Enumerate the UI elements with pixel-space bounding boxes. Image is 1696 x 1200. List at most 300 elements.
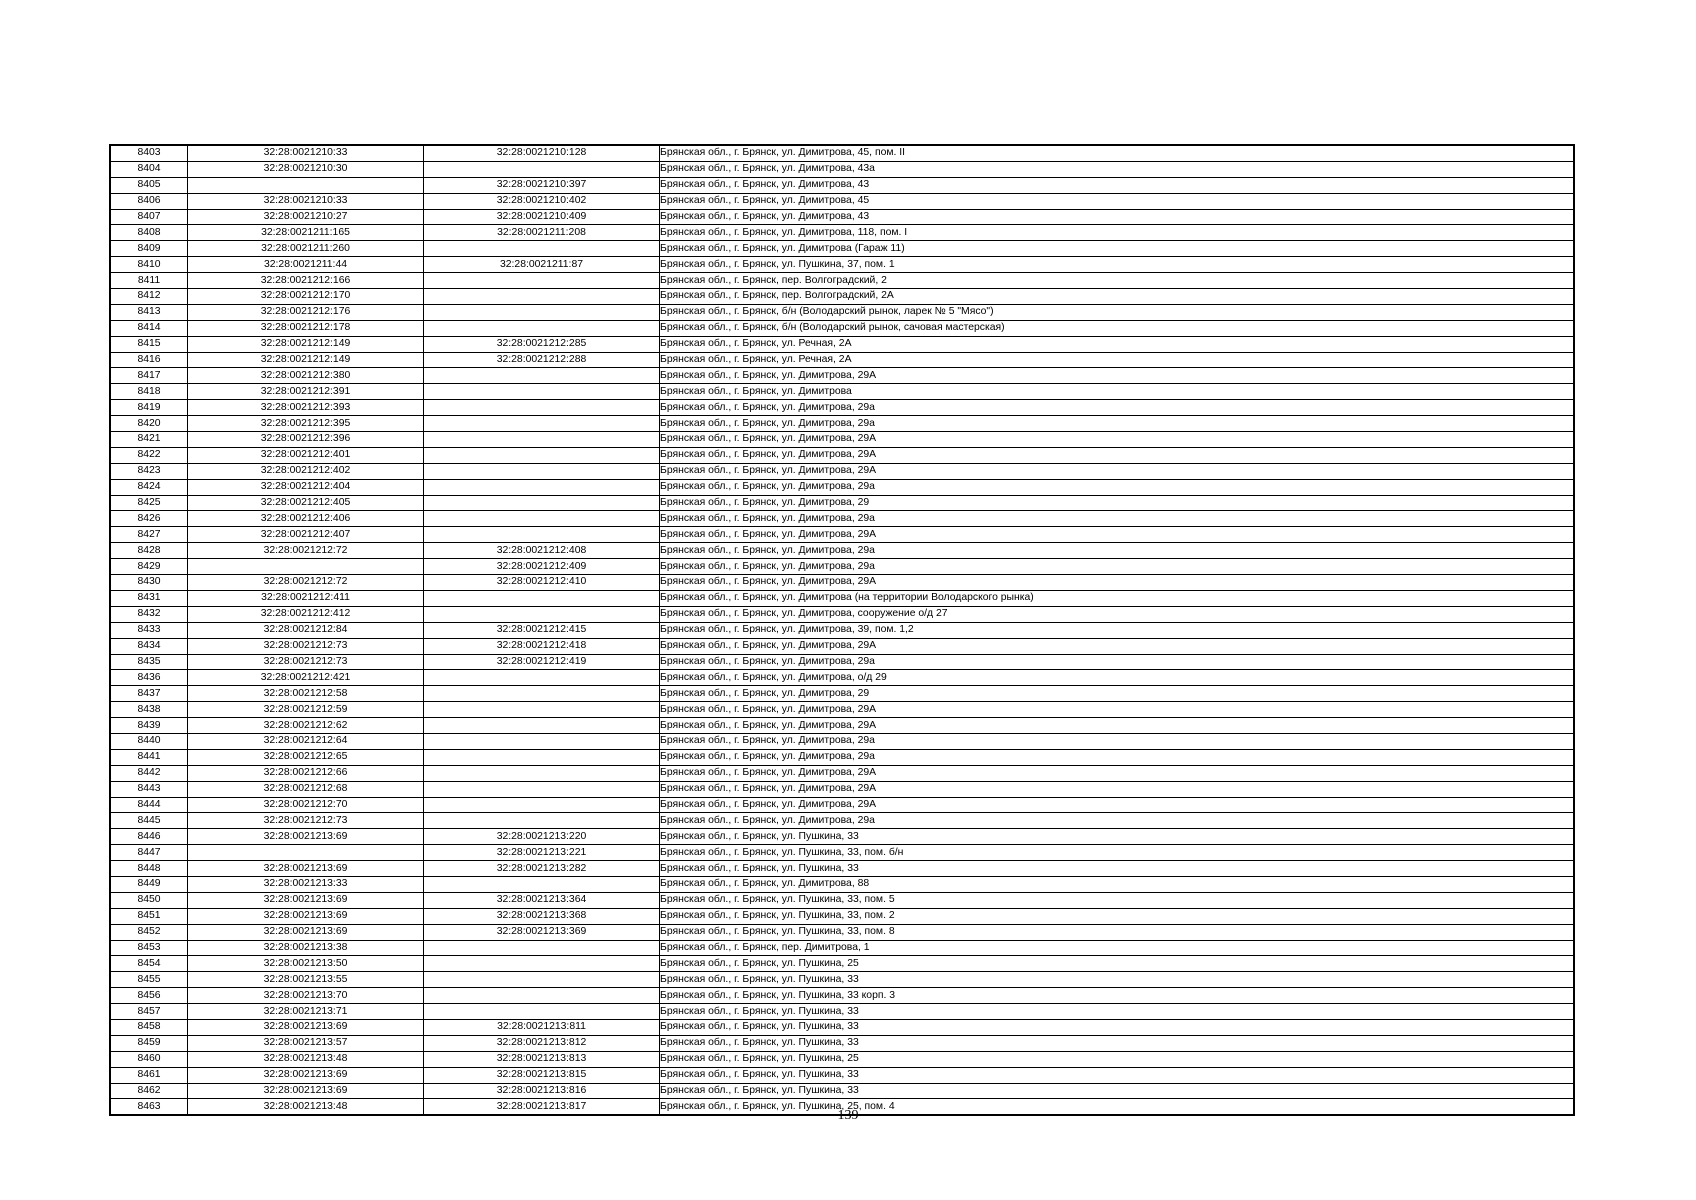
- address-cell: Брянская обл., г. Брянск, ул. Димитрова (на территории Володарского рынка): [660, 590, 1574, 606]
- building-cadastral-number-cell: [424, 495, 660, 511]
- address-cell: Брянская обл., г. Брянск, пер. Волгоградский, 2: [660, 273, 1574, 289]
- building-cadastral-number-cell: [424, 527, 660, 543]
- address-cell: Брянская обл., г. Брянск, ул. Димитрова, 29а: [660, 559, 1574, 575]
- building-cadastral-number-cell: [424, 368, 660, 384]
- row-number-cell: 8435: [111, 654, 188, 670]
- building-cadastral-number-cell: [424, 956, 660, 972]
- address-cell: Брянская обл., г. Брянск, ул. Димитрова, о/д 29: [660, 670, 1574, 686]
- building-cadastral-number-cell: 32:28:0021213:368: [424, 908, 660, 924]
- building-cadastral-number-cell: 32:28:0021213:815: [424, 1067, 660, 1083]
- table-row: [111, 495, 1573, 511]
- table-row: [111, 289, 1573, 305]
- address-cell: Брянская обл., г. Брянск, ул. Димитрова, 29а: [660, 400, 1574, 416]
- address-cell: Брянская обл., г. Брянск, ул. Пушкина, 25, пом. 4: [660, 1100, 895, 1112]
- address-cell: Брянская обл., г. Брянск, ул. Димитрова, 29А: [660, 527, 1574, 543]
- building-cadastral-number-cell: 32:28:0021211:87: [424, 257, 660, 273]
- row-number-cell: 8410: [111, 257, 188, 273]
- row-number-cell: 8419: [111, 400, 188, 416]
- row-number-cell: 8436: [111, 670, 188, 686]
- building-cadastral-number-cell: 32:28:0021212:408: [424, 543, 660, 559]
- address-cell: Брянская обл., г. Брянск, ул. Димитрова, 29А: [660, 575, 1574, 591]
- land-cadastral-number-cell: 32:28:0021212:65: [188, 749, 424, 765]
- address-cell: Брянская обл., г. Брянск, ул. Пушкина, 25: [660, 956, 1574, 972]
- building-cadastral-number-cell: [424, 765, 660, 781]
- address-cell: Брянская обл., г. Брянск, ул. Пушкина, 33: [660, 1019, 1574, 1035]
- address-cell: Брянская обл., г. Брянск, ул. Димитрова, 43: [660, 209, 1574, 225]
- building-cadastral-number-cell: [424, 876, 660, 892]
- address-cell: Брянская обл., г. Брянск, пер. Димитрова, 1: [660, 940, 1574, 956]
- address-cell: Брянская обл., г. Брянск, ул. Димитрова, 29а: [660, 654, 1574, 670]
- table-row: [111, 416, 1573, 432]
- row-number-cell: 8448: [111, 861, 188, 877]
- building-cadastral-number-cell: 32:28:0021212:409: [424, 559, 660, 575]
- row-number-cell: 8440: [111, 733, 188, 749]
- land-cadastral-number-cell: 32:28:0021213:33: [188, 876, 424, 892]
- row-number-cell: 8424: [111, 479, 188, 495]
- building-cadastral-number-cell: 32:28:0021213:369: [424, 924, 660, 940]
- building-cadastral-number-cell: [424, 749, 660, 765]
- table-row: [111, 606, 1573, 622]
- table-row: [111, 368, 1573, 384]
- table-row: [111, 1051, 1573, 1067]
- building-cadastral-number-cell: [424, 289, 660, 305]
- address-cell: Брянская обл., г. Брянск, ул. Пушкина, 33, пом. б/н: [660, 845, 1574, 861]
- address-cell: Брянская обл., г. Брянск, ул. Пушкина, 33: [660, 972, 1574, 988]
- row-number-cell: 8427: [111, 527, 188, 543]
- land-cadastral-number-cell: 32:28:0021212:72: [188, 543, 424, 559]
- row-number-cell: 8420: [111, 416, 188, 432]
- land-cadastral-number-cell: 32:28:0021212:72: [188, 575, 424, 591]
- land-cadastral-number-cell: 32:28:0021213:50: [188, 956, 424, 972]
- building-cadastral-number-cell: [424, 606, 660, 622]
- row-number-cell: 8444: [111, 797, 188, 813]
- land-cadastral-number-cell: 32:28:0021213:38: [188, 940, 424, 956]
- address-cell: Брянская обл., г. Брянск, ул. Пушкина, 33: [660, 1035, 1574, 1051]
- land-cadastral-number-cell: 32:28:0021212:166: [188, 273, 424, 289]
- table-row: [111, 273, 1573, 289]
- building-cadastral-number-cell: [424, 797, 660, 813]
- table-row: [111, 225, 1573, 241]
- land-cadastral-number-cell: [188, 559, 424, 575]
- land-cadastral-number-cell: 32:28:0021213:69: [188, 924, 424, 940]
- table-row: [111, 972, 1573, 988]
- land-cadastral-number-cell: 32:28:0021210:33: [188, 193, 424, 209]
- table-row: [111, 670, 1573, 686]
- land-cadastral-number-cell: 32:28:0021210:33: [188, 146, 424, 161]
- building-cadastral-number-cell: [424, 432, 660, 448]
- row-number-cell: 8432: [111, 606, 188, 622]
- land-cadastral-number-cell: 32:28:0021212:391: [188, 384, 424, 400]
- land-cadastral-number-cell: 32:28:0021212:170: [188, 289, 424, 305]
- table-row: [111, 479, 1573, 495]
- table-row: [111, 924, 1573, 940]
- building-cadastral-number-cell: 32:28:0021213:817: [424, 1099, 660, 1114]
- land-cadastral-number-cell: 32:28:0021211:165: [188, 225, 424, 241]
- row-number-cell: 8409: [111, 241, 188, 257]
- row-number-cell: 8408: [111, 225, 188, 241]
- register-rows: [111, 146, 1573, 1114]
- address-cell: Брянская обл., г. Брянск, ул. Димитрова, 29А: [660, 797, 1574, 813]
- building-cadastral-number-cell: 32:28:0021211:208: [424, 225, 660, 241]
- address-cell: Брянская обл., г. Брянск, ул. Димитрова (Гараж 11): [660, 241, 1574, 257]
- land-cadastral-number-cell: 32:28:0021212:64: [188, 733, 424, 749]
- row-number-cell: 8428: [111, 543, 188, 559]
- table-row: [111, 1004, 1573, 1020]
- page-number: 139: [837, 1108, 859, 1123]
- address-cell: Брянская обл., г. Брянск, ул. Пушкина, 33: [660, 1083, 1574, 1099]
- land-cadastral-number-cell: 32:28:0021211:44: [188, 257, 424, 273]
- building-cadastral-number-cell: [424, 400, 660, 416]
- land-cadastral-number-cell: 32:28:0021213:69: [188, 861, 424, 877]
- address-cell: Брянская обл., г. Брянск, ул. Димитрова, 29а: [660, 479, 1574, 495]
- table-row: [111, 575, 1573, 591]
- land-cadastral-number-cell: 32:28:0021210:27: [188, 209, 424, 225]
- address-cell: Брянская обл., г. Брянск, ул. Димитрова, 29А: [660, 765, 1574, 781]
- address-cell: Брянская обл., г. Брянск, ул. Димитрова, 29А: [660, 368, 1574, 384]
- table-row: [111, 447, 1573, 463]
- address-cell: Брянская обл., г. Брянск, ул. Димитрова, 29а: [660, 416, 1574, 432]
- table-row: [111, 1067, 1573, 1083]
- address-cell: Брянская обл., г. Брянск, ул. Пушкина, 33, пом. 5: [660, 892, 1574, 908]
- table-row: [111, 161, 1573, 177]
- row-number-cell: 8426: [111, 511, 188, 527]
- building-cadastral-number-cell: 32:28:0021212:415: [424, 622, 660, 638]
- building-cadastral-number-cell: 32:28:0021210:409: [424, 209, 660, 225]
- row-number-cell: 8433: [111, 622, 188, 638]
- land-cadastral-number-cell: 32:28:0021213:69: [188, 908, 424, 924]
- building-cadastral-number-cell: 32:28:0021210:397: [424, 177, 660, 193]
- land-cadastral-number-cell: 32:28:0021212:421: [188, 670, 424, 686]
- table-row: [111, 718, 1573, 734]
- address-cell: Брянская обл., г. Брянск, ул. Димитрова, 29А: [660, 432, 1574, 448]
- address-cell: Брянская обл., г. Брянск, ул. Пушкина, 33: [660, 829, 1574, 845]
- row-number-cell: 8446: [111, 829, 188, 845]
- land-cadastral-number-cell: 32:28:0021212:84: [188, 622, 424, 638]
- row-number-cell: 8456: [111, 988, 188, 1004]
- table-row: [111, 908, 1573, 924]
- row-number-cell: 8414: [111, 320, 188, 336]
- table-row: [111, 638, 1573, 654]
- land-cadastral-number-cell: 32:28:0021212:401: [188, 447, 424, 463]
- land-cadastral-number-cell: 32:28:0021212:73: [188, 813, 424, 829]
- table-row: [111, 1035, 1573, 1051]
- building-cadastral-number-cell: [424, 670, 660, 686]
- building-cadastral-number-cell: 32:28:0021213:816: [424, 1083, 660, 1099]
- building-cadastral-number-cell: 32:28:0021213:364: [424, 892, 660, 908]
- land-cadastral-number-cell: 32:28:0021212:411: [188, 590, 424, 606]
- building-cadastral-number-cell: [424, 161, 660, 177]
- row-number-cell: 8447: [111, 845, 188, 861]
- table-row: [111, 813, 1573, 829]
- row-number-cell: 8437: [111, 686, 188, 702]
- table-row: [111, 352, 1573, 368]
- address-cell: Брянская обл., г. Брянск, ул. Речная, 2А: [660, 352, 1574, 368]
- address-cell: Брянская обл., г. Брянск, пер. Волгоградский, 2А: [660, 289, 1574, 305]
- register-table: [109, 144, 1575, 1116]
- row-number-cell: 8406: [111, 193, 188, 209]
- address-cell: Брянская обл., г. Брянск, ул. Пушкина, 37, пом. 1: [660, 257, 1574, 273]
- row-number-cell: 8430: [111, 575, 188, 591]
- address-cell: Брянская обл., г. Брянск, ул. Димитрова, 43: [660, 177, 1574, 193]
- building-cadastral-number-cell: 32:28:0021213:813: [424, 1051, 660, 1067]
- row-number-cell: 8441: [111, 749, 188, 765]
- table-row: [111, 320, 1573, 336]
- land-cadastral-number-cell: 32:28:0021212:412: [188, 606, 424, 622]
- address-cell: Брянская обл., г. Брянск, ул. Пушкина, 33: [660, 861, 1574, 877]
- building-cadastral-number-cell: [424, 1004, 660, 1020]
- building-cadastral-number-cell: [424, 718, 660, 734]
- building-cadastral-number-cell: 32:28:0021213:812: [424, 1035, 660, 1051]
- address-cell: Брянская обл., г. Брянск, б/н (Володарский рынок, ларек № 5 "Мясо"): [660, 304, 1574, 320]
- building-cadastral-number-cell: 32:28:0021213:811: [424, 1019, 660, 1035]
- address-cell: Брянская обл., г. Брянск, ул. Пушкина, 33: [660, 1004, 1574, 1020]
- address-cell: Брянская обл., г. Брянск, ул. Димитрова, 45, пом. II: [660, 146, 1574, 161]
- row-number-cell: 8417: [111, 368, 188, 384]
- row-number-cell: 8451: [111, 908, 188, 924]
- building-cadastral-number-cell: [424, 479, 660, 495]
- table-row: [111, 543, 1573, 559]
- building-cadastral-number-cell: [424, 702, 660, 718]
- address-cell: Брянская обл., г. Брянск, ул. Димитрова, 29а: [660, 749, 1574, 765]
- land-cadastral-number-cell: 32:28:0021212:395: [188, 416, 424, 432]
- building-cadastral-number-cell: [424, 463, 660, 479]
- building-cadastral-number-cell: 32:28:0021210:128: [424, 146, 660, 161]
- row-number-cell: 8457: [111, 1004, 188, 1020]
- table-row: [111, 511, 1573, 527]
- land-cadastral-number-cell: 32:28:0021212:393: [188, 400, 424, 416]
- building-cadastral-number-cell: [424, 304, 660, 320]
- table-row: [111, 146, 1573, 161]
- land-cadastral-number-cell: 32:28:0021213:48: [188, 1051, 424, 1067]
- row-number-cell: 8434: [111, 638, 188, 654]
- row-number-cell: 8460: [111, 1051, 188, 1067]
- table-row: [111, 336, 1573, 352]
- table-row: [111, 733, 1573, 749]
- table-row: [111, 861, 1573, 877]
- table-row: [111, 193, 1573, 209]
- table-row: [111, 845, 1573, 861]
- building-cadastral-number-cell: [424, 940, 660, 956]
- land-cadastral-number-cell: 32:28:0021213:69: [188, 892, 424, 908]
- table-row: [111, 686, 1573, 702]
- table-row: [111, 781, 1573, 797]
- table-row: [111, 622, 1573, 638]
- land-cadastral-number-cell: 32:28:0021212:149: [188, 336, 424, 352]
- land-cadastral-number-cell: 32:28:0021212:380: [188, 368, 424, 384]
- address-cell: Брянская обл., г. Брянск, ул. Димитрова, 39, пом. 1,2: [660, 622, 1574, 638]
- address-cell: Брянская обл., г. Брянск, ул. Пушкина, 33 корп. 3: [660, 988, 1574, 1004]
- land-cadastral-number-cell: 32:28:0021212:58: [188, 686, 424, 702]
- row-number-cell: 8429: [111, 559, 188, 575]
- row-number-cell: 8443: [111, 781, 188, 797]
- land-cadastral-number-cell: 32:28:0021213:69: [188, 829, 424, 845]
- building-cadastral-number-cell: 32:28:0021213:221: [424, 845, 660, 861]
- address-cell: Брянская обл., г. Брянск, ул. Пушкина, 25: [660, 1051, 1574, 1067]
- row-number-cell: 8415: [111, 336, 188, 352]
- building-cadastral-number-cell: [424, 241, 660, 257]
- land-cadastral-number-cell: 32:28:0021212:406: [188, 511, 424, 527]
- row-number-cell: 8431: [111, 590, 188, 606]
- address-cell: Брянская обл., г. Брянск, ул. Димитрова, 29А: [660, 638, 1574, 654]
- building-cadastral-number-cell: 32:28:0021210:402: [424, 193, 660, 209]
- row-number-cell: 8422: [111, 447, 188, 463]
- address-cell: Брянская обл., г. Брянск, ул. Димитрова, 118, пом. I: [660, 225, 1574, 241]
- row-number-cell: 8413: [111, 304, 188, 320]
- table-row: [111, 527, 1573, 543]
- row-number-cell: 8445: [111, 813, 188, 829]
- table-row: [111, 829, 1573, 845]
- building-cadastral-number-cell: [424, 273, 660, 289]
- building-cadastral-number-cell: [424, 781, 660, 797]
- building-cadastral-number-cell: 32:28:0021212:288: [424, 352, 660, 368]
- address-cell: Брянская обл., г. Брянск, б/н (Володарский рынок, сачовая мастерская): [660, 320, 1574, 336]
- row-number-cell: 8421: [111, 432, 188, 448]
- building-cadastral-number-cell: [424, 590, 660, 606]
- row-number-cell: 8425: [111, 495, 188, 511]
- land-cadastral-number-cell: 32:28:0021212:176: [188, 304, 424, 320]
- land-cadastral-number-cell: 32:28:0021212:62: [188, 718, 424, 734]
- land-cadastral-number-cell: 32:28:0021212:407: [188, 527, 424, 543]
- table-row: [111, 257, 1573, 273]
- address-cell: Брянская обл., г. Брянск, ул. Димитрова, сооружение о/д 27: [660, 606, 1574, 622]
- address-cell: Брянская обл., г. Брянск, ул. Димитрова, 43а: [660, 161, 1574, 177]
- row-number-cell: 8453: [111, 940, 188, 956]
- table-row: [111, 988, 1573, 1004]
- building-cadastral-number-cell: [424, 686, 660, 702]
- land-cadastral-number-cell: [188, 845, 424, 861]
- building-cadastral-number-cell: [424, 320, 660, 336]
- row-number-cell: 8449: [111, 876, 188, 892]
- row-number-cell: 8462: [111, 1083, 188, 1099]
- address-cell: Брянская обл., г. Брянск, ул. Димитрова, 29а: [660, 813, 1574, 829]
- row-number-cell: 8439: [111, 718, 188, 734]
- row-number-cell: 8403: [111, 146, 188, 161]
- land-cadastral-number-cell: 32:28:0021212:70: [188, 797, 424, 813]
- row-number-cell: 8450: [111, 892, 188, 908]
- building-cadastral-number-cell: 32:28:0021212:410: [424, 575, 660, 591]
- land-cadastral-number-cell: 32:28:0021213:57: [188, 1035, 424, 1051]
- table-row: [111, 765, 1573, 781]
- building-cadastral-number-cell: 32:28:0021212:285: [424, 336, 660, 352]
- table-row: [111, 400, 1573, 416]
- table-row: [111, 940, 1573, 956]
- land-cadastral-number-cell: [188, 177, 424, 193]
- table-row: [111, 797, 1573, 813]
- address-cell: Брянская обл., г. Брянск, ул. Речная, 2А: [660, 336, 1574, 352]
- table-row: [111, 432, 1573, 448]
- land-cadastral-number-cell: 32:28:0021212:149: [188, 352, 424, 368]
- table-row: [111, 384, 1573, 400]
- land-cadastral-number-cell: 32:28:0021212:59: [188, 702, 424, 718]
- row-number-cell: 8455: [111, 972, 188, 988]
- land-cadastral-number-cell: 32:28:0021213:71: [188, 1004, 424, 1020]
- register-grid: [111, 146, 1573, 1114]
- land-cadastral-number-cell: 32:28:0021212:402: [188, 463, 424, 479]
- address-cell: Брянская обл., г. Брянск, ул. Димитрова, 29А: [660, 718, 1574, 734]
- row-number-cell: 8459: [111, 1035, 188, 1051]
- row-number-cell: 8458: [111, 1019, 188, 1035]
- land-cadastral-number-cell: 32:28:0021212:73: [188, 654, 424, 670]
- land-cadastral-number-cell: 32:28:0021212:396: [188, 432, 424, 448]
- table-row: [111, 1083, 1573, 1099]
- address-cell: Брянская обл., г. Брянск, ул. Димитрова, 29: [660, 495, 1574, 511]
- land-cadastral-number-cell: 32:28:0021213:55: [188, 972, 424, 988]
- building-cadastral-number-cell: [424, 813, 660, 829]
- table-row: [111, 892, 1573, 908]
- row-number-cell: 8463: [111, 1099, 188, 1114]
- row-number-cell: 8423: [111, 463, 188, 479]
- land-cadastral-number-cell: 32:28:0021213:48: [188, 1099, 424, 1114]
- address-cell: Брянская обл., г. Брянск, ул. Димитрова: [660, 384, 1574, 400]
- row-number-cell: 8404: [111, 161, 188, 177]
- row-number-cell: 8416: [111, 352, 188, 368]
- row-number-cell: 8442: [111, 765, 188, 781]
- table-row: [111, 702, 1573, 718]
- address-cell: Брянская обл., г. Брянск, ул. Димитрова, 29А: [660, 447, 1574, 463]
- row-number-cell: 8454: [111, 956, 188, 972]
- row-number-cell: 8405: [111, 177, 188, 193]
- address-cell: Брянская обл., г. Брянск, ул. Димитрова, 45: [660, 193, 1574, 209]
- row-number-cell: 8418: [111, 384, 188, 400]
- table-row: [111, 956, 1573, 972]
- land-cadastral-number-cell: 32:28:0021212:73: [188, 638, 424, 654]
- table-row: [111, 241, 1573, 257]
- table-row: [111, 559, 1573, 575]
- building-cadastral-number-cell: 32:28:0021213:220: [424, 829, 660, 845]
- land-cadastral-number-cell: 32:28:0021212:178: [188, 320, 424, 336]
- address-cell: Брянская обл., г. Брянск, ул. Пушкина, 33: [660, 1067, 1574, 1083]
- row-number-cell: 8407: [111, 209, 188, 225]
- building-cadastral-number-cell: [424, 447, 660, 463]
- address-cell: Брянская обл., г. Брянск, ул. Пушкина, 33, пом. 8: [660, 924, 1574, 940]
- building-cadastral-number-cell: [424, 384, 660, 400]
- address-cell: Брянская обл., г. Брянск, ул. Димитрова, 29А: [660, 463, 1574, 479]
- building-cadastral-number-cell: 32:28:0021213:282: [424, 861, 660, 877]
- address-cell: Брянская обл., г. Брянск, ул. Димитрова, 29: [660, 686, 1574, 702]
- address-cell: Брянская обл., г. Брянск, ул. Димитрова, 88: [660, 876, 1574, 892]
- table-row: [111, 209, 1573, 225]
- building-cadastral-number-cell: 32:28:0021212:418: [424, 638, 660, 654]
- building-cadastral-number-cell: [424, 972, 660, 988]
- table-row: [111, 590, 1573, 606]
- address-cell: Брянская обл., г. Брянск, ул. Димитрова, 29А: [660, 781, 1574, 797]
- row-number-cell: 8438: [111, 702, 188, 718]
- address-cell: Брянская обл., г. Брянск, ул. Димитрова, 29А: [660, 702, 1574, 718]
- table-row: [111, 1019, 1573, 1035]
- land-cadastral-number-cell: 32:28:0021210:30: [188, 161, 424, 177]
- building-cadastral-number-cell: [424, 733, 660, 749]
- address-cell: Брянская обл., г. Брянск, ул. Димитрова, 29а: [660, 543, 1574, 559]
- building-cadastral-number-cell: [424, 988, 660, 1004]
- row-number-cell: 8461: [111, 1067, 188, 1083]
- building-cadastral-number-cell: [424, 416, 660, 432]
- land-cadastral-number-cell: 32:28:0021213:69: [188, 1067, 424, 1083]
- land-cadastral-number-cell: 32:28:0021211:260: [188, 241, 424, 257]
- table-row: [111, 654, 1573, 670]
- land-cadastral-number-cell: 32:28:0021213:69: [188, 1083, 424, 1099]
- land-cadastral-number-cell: 32:28:0021212:68: [188, 781, 424, 797]
- row-number-cell: 8452: [111, 924, 188, 940]
- address-cell: Брянская обл., г. Брянск, ул. Димитрова, 29а: [660, 733, 1574, 749]
- table-row: [111, 749, 1573, 765]
- table-row: [111, 177, 1573, 193]
- table-row: [111, 463, 1573, 479]
- land-cadastral-number-cell: 32:28:0021212:405: [188, 495, 424, 511]
- land-cadastral-number-cell: 32:28:0021212:404: [188, 479, 424, 495]
- building-cadastral-number-cell: [424, 511, 660, 527]
- table-row: [111, 304, 1573, 320]
- address-cell: Брянская обл., г. Брянск, ул. Пушкина, 33, пом. 2: [660, 908, 1574, 924]
